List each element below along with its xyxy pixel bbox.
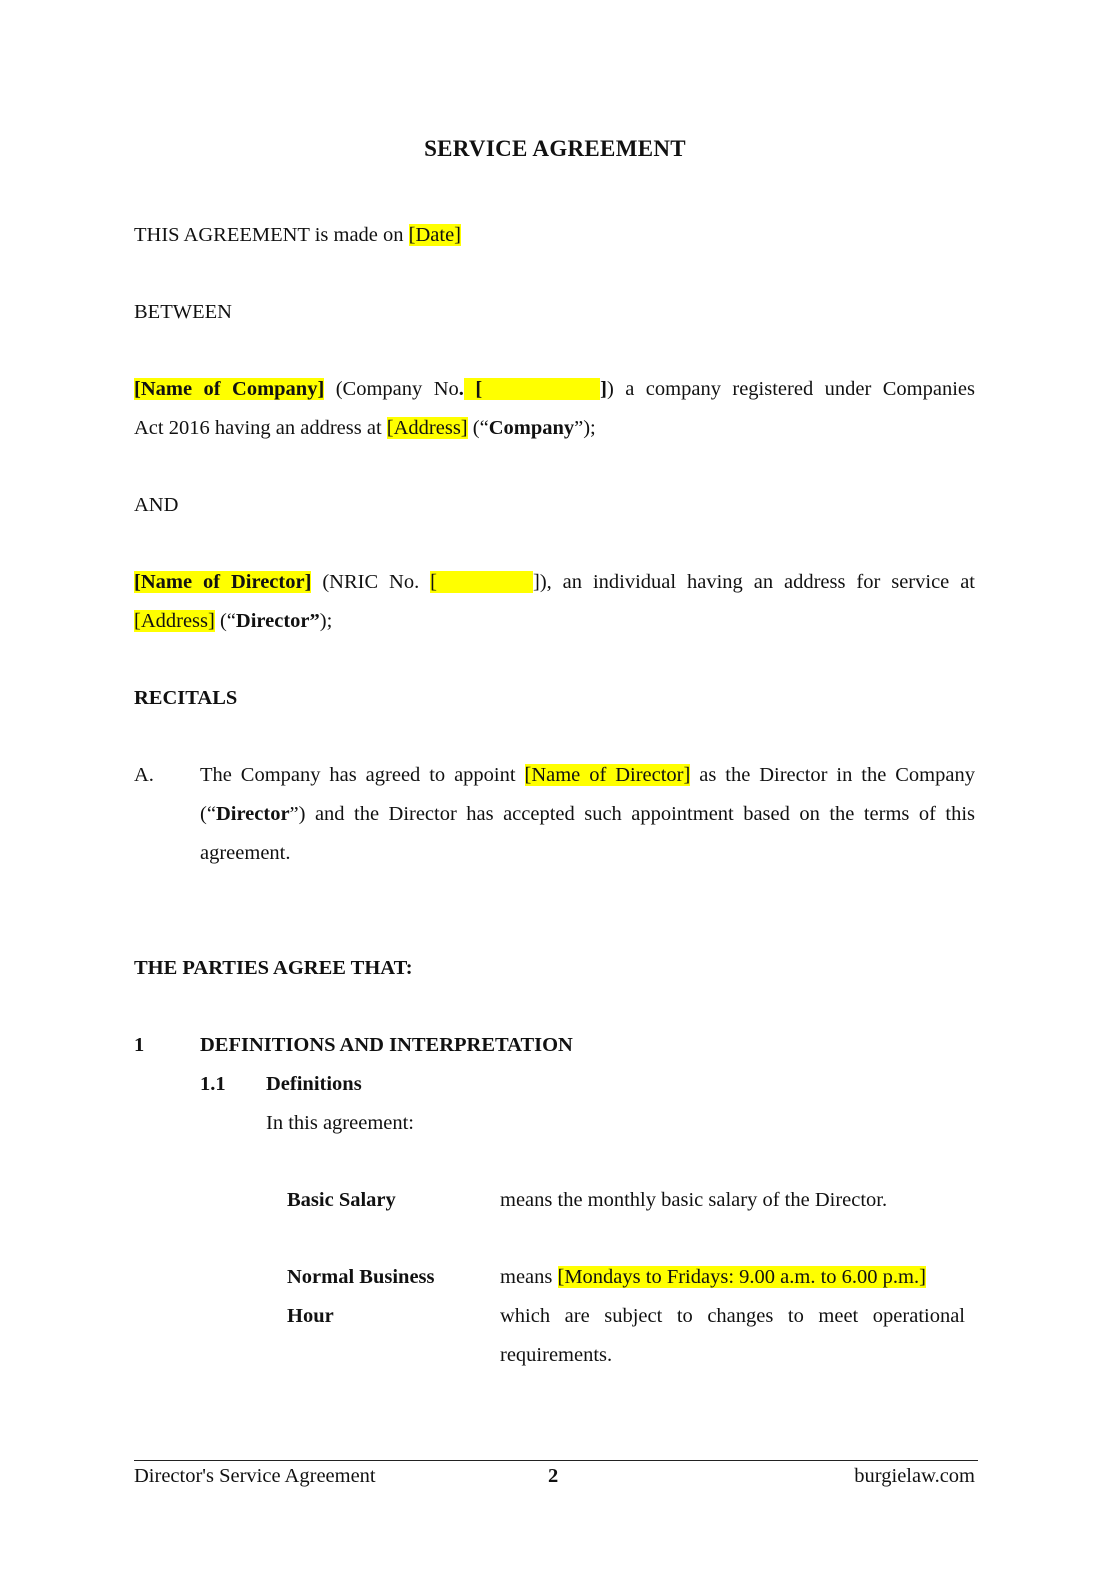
company-number-open: [ bbox=[463, 378, 483, 400]
document-title: SERVICE AGREEMENT bbox=[424, 136, 686, 161]
recital-text-1a: The Company has agreed to appoint bbox=[200, 764, 525, 786]
date-placeholder: [Date] bbox=[408, 224, 462, 246]
section-1-title: DEFINITIONS AND INTERPRETATION bbox=[200, 1034, 573, 1056]
company-address-placeholder: [Address] bbox=[386, 417, 468, 439]
recital-text-2c: ”) and the Director has accepted such appointment based on the terms of this bbox=[289, 803, 975, 825]
recital-director-placeholder: [Name of Director] bbox=[524, 764, 691, 786]
recitals-heading: RECITALS bbox=[134, 687, 238, 709]
business-hour-placeholder: [Mondays to Fridays: 9.00 a.m. to 6.00 p.m.] bbox=[557, 1266, 926, 1288]
and-label: AND bbox=[134, 494, 179, 516]
definition-text-business-hour-line1 bbox=[500, 1266, 926, 1289]
footer-document-name: Director's Service Agreement bbox=[134, 1465, 376, 1487]
definition-text-basic-salary: means the monthly basic salary of the Director. bbox=[500, 1189, 888, 1211]
company-name-placeholder: [Name of Company] bbox=[134, 378, 325, 400]
company-text-dot: . bbox=[458, 378, 464, 400]
nric-placeholder bbox=[430, 571, 533, 593]
director-party-line2 bbox=[134, 610, 332, 633]
director-defined-term: Director” bbox=[235, 610, 320, 632]
subsection-1-1-title: Definitions bbox=[266, 1073, 362, 1095]
definition-term-basic-salary: Basic Salary bbox=[287, 1189, 396, 1211]
recital-defined-term: Director bbox=[215, 803, 290, 825]
definitions-intro: In this agreement: bbox=[266, 1112, 415, 1134]
company-party-line2 bbox=[134, 417, 596, 440]
definition-term-business-hour-line1: Normal Business bbox=[287, 1266, 435, 1288]
intro-text: THIS AGREEMENT is made on bbox=[134, 224, 409, 246]
footer-rule bbox=[134, 1460, 978, 1461]
company-number-placeholder bbox=[464, 378, 600, 400]
company-text-2: ) a company registered under Companies bbox=[607, 378, 975, 400]
definition-term-business-hour-line2: Hour bbox=[287, 1305, 334, 1327]
director-text-1: (NRIC No. bbox=[311, 571, 431, 593]
business-hour-means: means bbox=[500, 1266, 558, 1288]
footer-page-number: 2 bbox=[548, 1465, 559, 1487]
company-number-close: ] bbox=[600, 378, 607, 400]
nric-close: ] bbox=[532, 571, 540, 593]
director-name-placeholder: [Name of Director] bbox=[134, 571, 312, 593]
company-text-4: (“ bbox=[467, 417, 489, 439]
recital-label: A. bbox=[134, 764, 154, 786]
director-text-2: ), an individual having an address for service at bbox=[539, 571, 975, 593]
director-address-placeholder: [Address] bbox=[134, 610, 215, 632]
recital-line3: agreement. bbox=[200, 842, 291, 864]
nric-open: [ bbox=[430, 571, 437, 593]
company-text-3: Act 2016 having an address at bbox=[134, 417, 387, 439]
parties-agree-heading: THE PARTIES AGREE THAT: bbox=[134, 957, 413, 979]
subsection-1-1-number: 1.1 bbox=[200, 1073, 226, 1095]
definition-text-business-hour-line2: which are subject to changes to meet operational bbox=[500, 1305, 965, 1327]
footer-website: burgielaw.com bbox=[854, 1465, 975, 1487]
between-label: BETWEEN bbox=[134, 301, 232, 323]
company-party-line1 bbox=[134, 378, 975, 401]
recital-line2 bbox=[200, 803, 975, 826]
definition-text-business-hour-line3: requirements. bbox=[500, 1344, 613, 1366]
recital-text-2a: (“ bbox=[200, 803, 216, 825]
section-1-number: 1 bbox=[134, 1034, 145, 1056]
company-text-5: ”); bbox=[574, 417, 596, 439]
company-defined-term: Company bbox=[488, 417, 575, 439]
director-text-3: (“ bbox=[214, 610, 236, 632]
recital-line1 bbox=[200, 764, 975, 787]
company-text-1: (Company No bbox=[324, 378, 459, 400]
director-party-line1 bbox=[134, 571, 975, 594]
agreement-intro bbox=[134, 224, 461, 247]
recital-text-1b: as the Director in the Company bbox=[690, 764, 975, 786]
director-text-4: ); bbox=[319, 610, 333, 632]
